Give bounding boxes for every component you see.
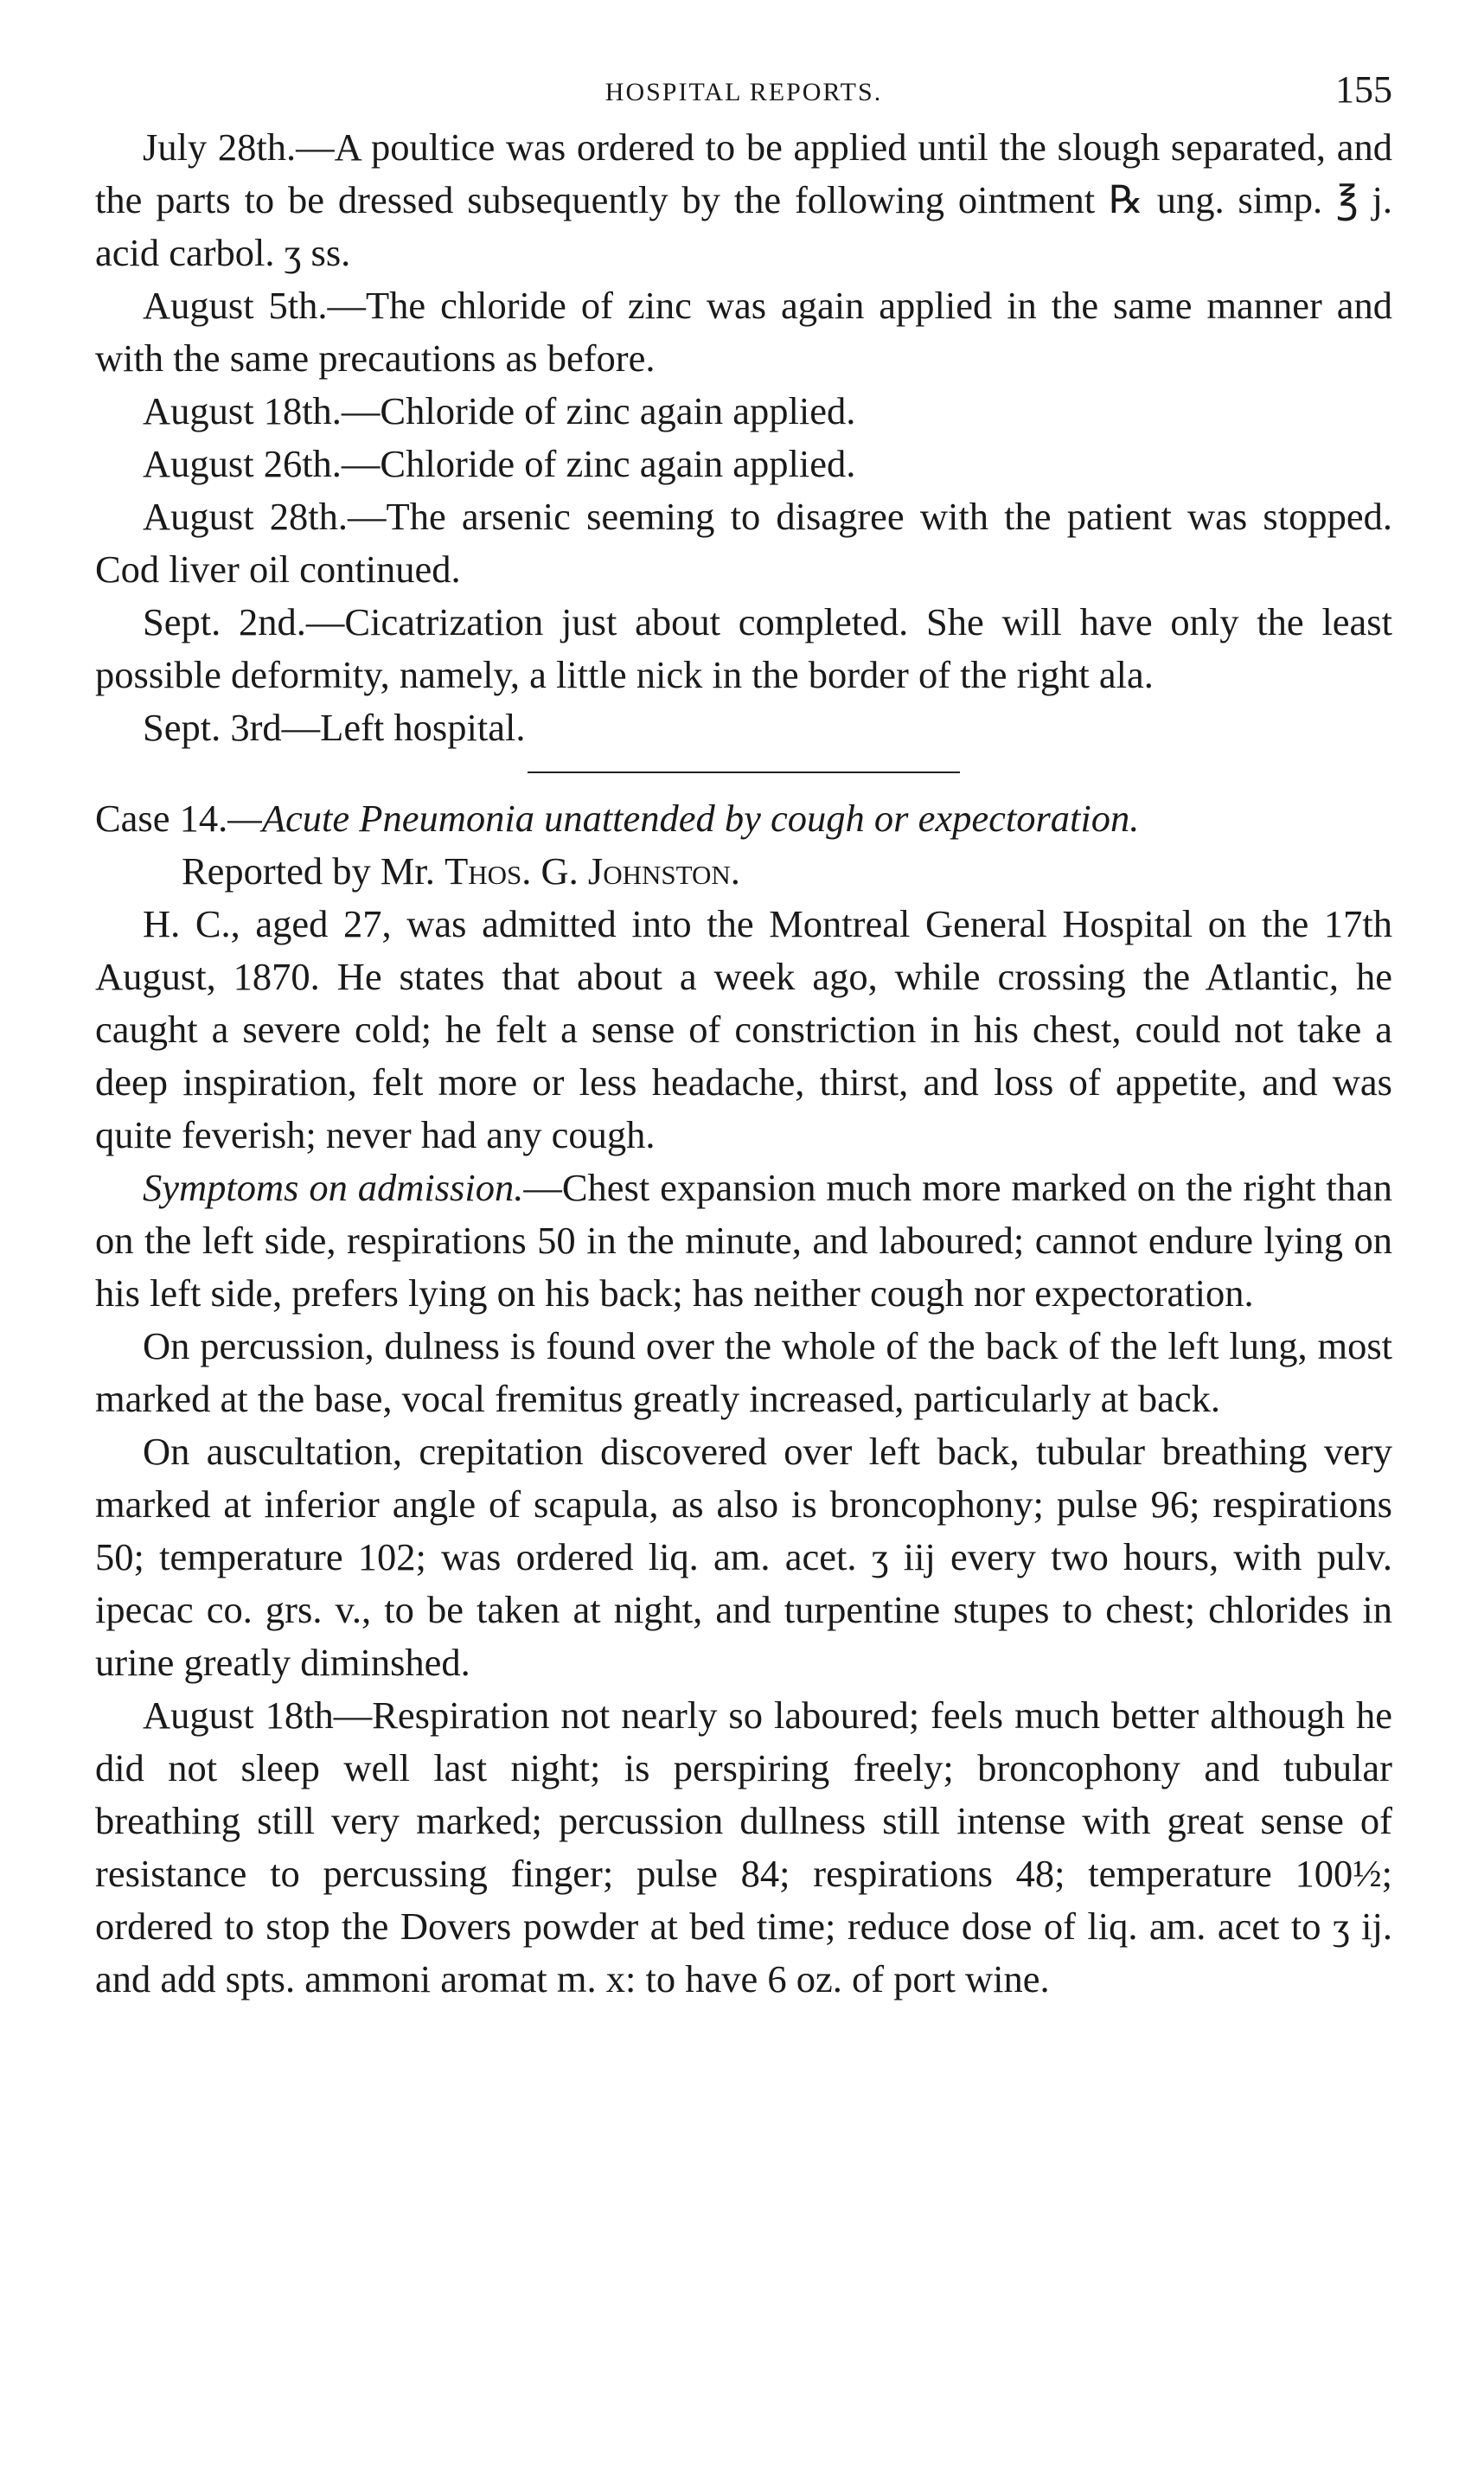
case-heading: [95, 792, 1392, 845]
paragraph: On percussion, dulness is found over the whole of the back of the left lung, most marked at the base, vocal fremitus greatly increased, particularly at back.: [95, 1324, 1392, 1420]
reporter-line: [95, 845, 1392, 898]
book-page: [95, 52, 1392, 2006]
page-number: 155: [1335, 68, 1392, 111]
paragraph: August 28th.—The arsenic seeming to disagree with the patient was stopped. Cod liver oil continued.: [95, 495, 1392, 591]
paragraph: August 18th.—Chloride of zinc again applied.: [143, 389, 856, 432]
case-title: —Acute Pneumonia unattended by cough or expectoration.: [227, 797, 1140, 840]
running-title: HOSPITAL REPORTS.: [604, 78, 883, 106]
paragraph: H. C., aged 27, was admitted into the Montreal General Hospital on the 17th August, 1870. He states that about a week ago, while crossing the Atlantic, he caught a severe cold; he felt a sense of constriction in his chest, could not take a deep inspiration, felt more or less headache, thirst, and loss of appetite, and was quite feverish; never had any cough.: [95, 902, 1392, 1156]
section-divider: [528, 771, 960, 773]
symptoms-text: —Chest expansion much more marked on the right than on the left side, respirations 50 in the minute, and laboured; cannot endure lying on his left side, prefers lying on his back; has neither cough nor expectoration.: [95, 1166, 1392, 1315]
paragraph: July 28th.—A poultice was ordered to be applied until the slough separated, and the parts to be dressed subsequently by the following ointment ℞ ung. simp. ℥ j. acid carbol. ʒ ss.: [95, 125, 1392, 274]
paragraph: August 5th.—The chloride of zinc was again applied in the same manner and with the same precautions as before.: [95, 284, 1392, 380]
symptoms-paragraph: [95, 1162, 1392, 1320]
reporter-name: Thos. G. Johnston.: [445, 849, 740, 893]
symptoms-label: Symptoms on admission.: [143, 1166, 524, 1209]
body-text: [95, 121, 1392, 2006]
paragraph: Sept. 3rd—Left hospital.: [143, 706, 526, 749]
running-head: [95, 52, 1392, 121]
case-number: Case 14.: [95, 797, 228, 840]
reporter-prefix: Reported by Mr.: [182, 849, 435, 893]
paragraph: Sept. 2nd.—Cicatrization just about completed. She will have only the least possible deformity, namely, a little nick in the border of the right ala.: [95, 600, 1392, 696]
paragraph: August 18th—Respiration not nearly so laboured; feels much better although he did not sleep well last night; is perspiring freely; broncophony and tubular breathing still very marked; percussion dullness still intense with great sense of resistance to percussing finger; pulse 84; respirations 48; temperature 100½; ordered to stop the Dovers powder at bed time; reduce dose of liq. am. acet to ʒ ij. and add spts. ammoni aromat m. x: to have 6 oz. of port wine.: [95, 1693, 1392, 2000]
paragraph: August 26th.—Chloride of zinc again applied.: [143, 442, 856, 485]
paragraph: On auscultation, crepitation discovered over left back, tubular breathing very marked at inferior angle of scapula, as also is broncophony; pulse 96; respirations 50; temperature 102; was ordered liq. am. acet. ʒ iij every two hours, with pulv. ipecac co. grs. v., to be taken at night, and turpentine stupes to chest; chlorides in urine greatly diminshed.: [95, 1430, 1392, 1684]
